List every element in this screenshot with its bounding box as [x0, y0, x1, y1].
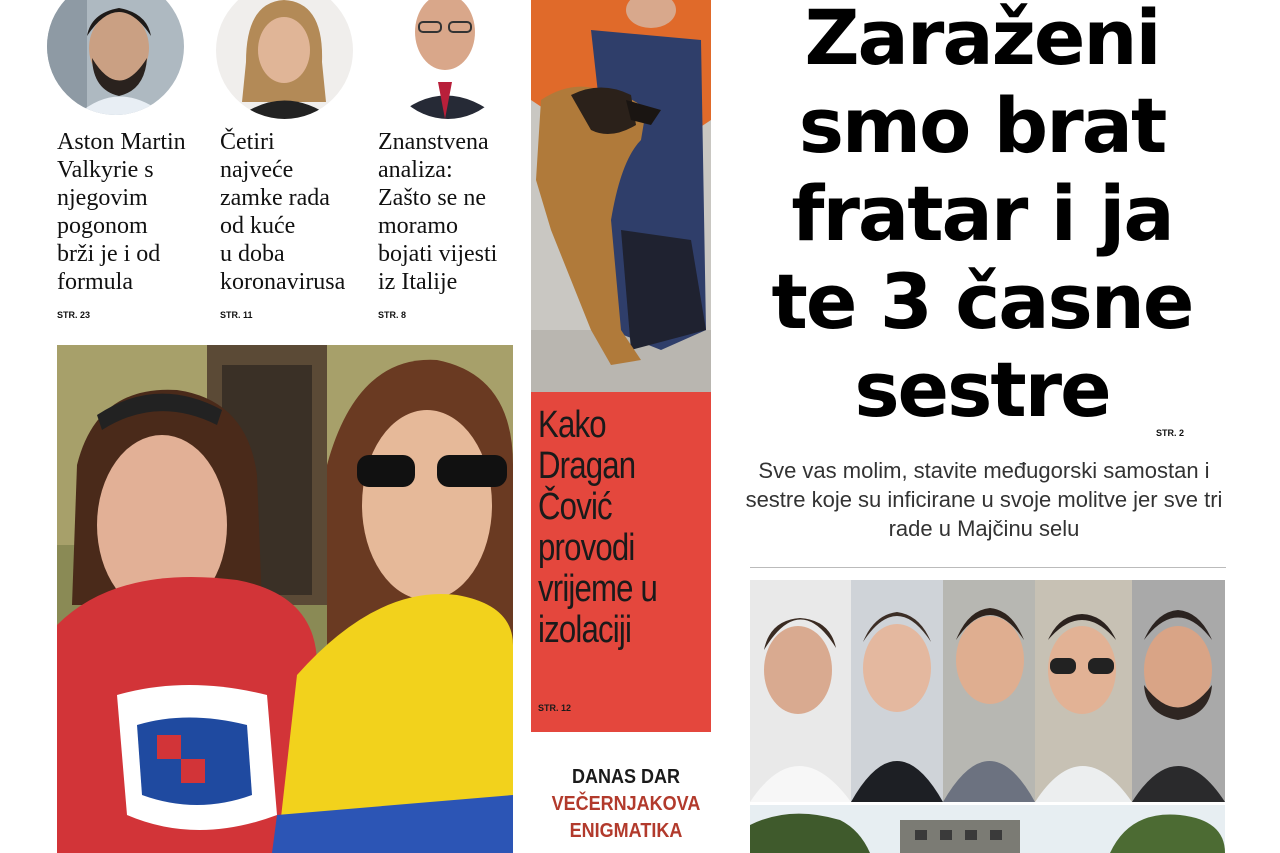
dog-photo[interactable] [531, 0, 711, 392]
building-photo[interactable] [750, 805, 1225, 853]
avatar-teaser-3 [383, 0, 513, 119]
lead-subhead[interactable]: Sve vas molim, stavite međugorski samostan i sestre koje su inficirane u svoje molitve jer sve tri rade u Majčinu selu [745, 458, 1223, 541]
teaser-page-1: STR. 23 [57, 310, 91, 320]
teaser-title-3[interactable]: Znanstvena analiza: Zašto se ne moramo bojati vijesti iz Italije [378, 129, 498, 295]
teaser-title-2[interactable]: Četiri najveće zamke rada od kuće u doba koronavirusa [220, 129, 346, 295]
avatar-teaser-2 [216, 0, 353, 119]
side-story-page: STR. 12 [538, 703, 572, 713]
promo-line-2[interactable]: VEČERNJAKOVA [551, 793, 701, 815]
lead-page: STR. 2 [1156, 428, 1185, 438]
lead-headline[interactable]: Zaraženi smo brat fratar i ja te 3 časne sestre [771, 0, 1193, 434]
side-story-title[interactable]: Kako Dragan Čović provodi vrijeme u izolaciji [538, 404, 658, 651]
teaser-title-1[interactable]: Aston Martin Valkyrie s njegovim pogonom brži je i od formula [57, 129, 186, 295]
teaser-page-3: STR. 8 [378, 310, 407, 320]
teaser-page-2: STR. 11 [220, 310, 253, 320]
promo-line-3[interactable]: ENIGMATIKA [569, 820, 683, 842]
fans-photo[interactable] [57, 345, 513, 853]
promo-line-1[interactable]: DANAS DAR [572, 766, 680, 788]
group-photo[interactable] [750, 580, 1225, 802]
divider [750, 567, 1226, 568]
avatar-teaser-1 [47, 0, 184, 115]
